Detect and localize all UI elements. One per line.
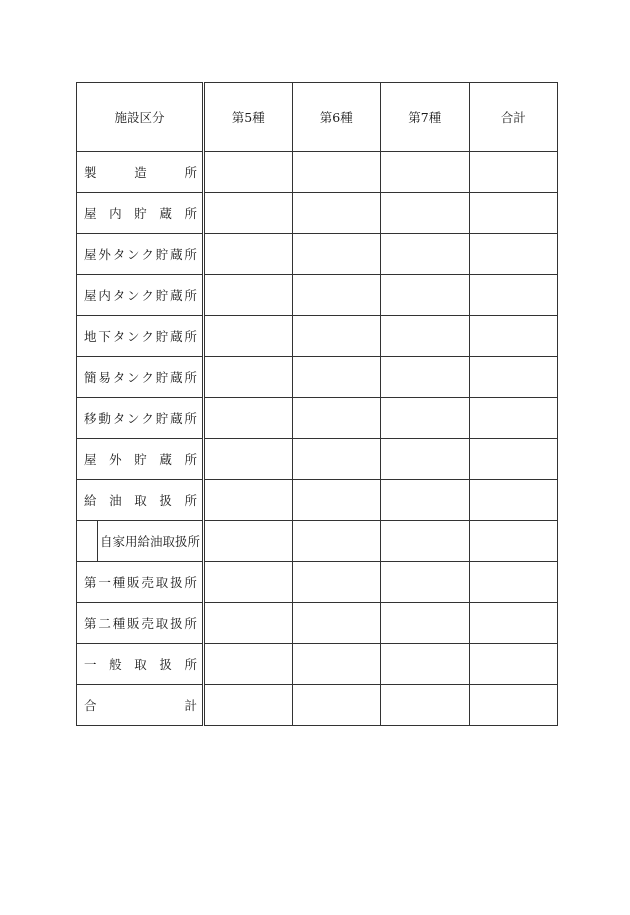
row-label — [77, 152, 204, 193]
row-label-text: 第 二 種 販 売 取 扱 所 — [84, 616, 197, 631]
table-row — [77, 234, 558, 275]
row-label — [77, 603, 204, 644]
value-cell[interactable] — [292, 316, 381, 357]
value-cell[interactable] — [381, 644, 470, 685]
value-cell[interactable] — [469, 603, 558, 644]
table-row — [77, 439, 558, 480]
row-label-text: 一 般 取 扱 所 — [84, 657, 197, 672]
value-cell[interactable] — [381, 685, 470, 726]
value-cell[interactable] — [469, 480, 558, 521]
value-cell[interactable] — [469, 193, 558, 234]
value-cell[interactable] — [381, 275, 470, 316]
value-cell[interactable] — [292, 152, 381, 193]
value-cell[interactable] — [469, 316, 558, 357]
value-cell[interactable] — [381, 152, 470, 193]
value-cell[interactable] — [381, 562, 470, 603]
row-label-text: 屋 内 貯 蔵 所 — [84, 206, 197, 221]
value-cell[interactable] — [204, 234, 293, 275]
value-cell[interactable] — [292, 685, 381, 726]
row-label — [77, 439, 204, 480]
value-cell[interactable] — [204, 562, 293, 603]
value-cell[interactable] — [292, 234, 381, 275]
row-label — [77, 562, 204, 603]
value-cell[interactable] — [292, 644, 381, 685]
value-cell[interactable] — [381, 603, 470, 644]
value-cell[interactable] — [204, 275, 293, 316]
header-col-5: 第5種 — [204, 83, 293, 152]
row-label-text: 製 造 所 — [84, 165, 197, 180]
value-cell[interactable] — [204, 521, 293, 562]
value-cell[interactable] — [292, 521, 381, 562]
row-label-text: 簡 易 タ ン ク 貯 蔵 所 — [84, 370, 197, 385]
table-row — [77, 316, 558, 357]
value-cell[interactable] — [381, 234, 470, 275]
value-cell[interactable] — [381, 480, 470, 521]
facility-table — [76, 82, 558, 726]
table-row — [77, 521, 558, 562]
table-row — [77, 644, 558, 685]
row-label-text: 合 計 — [84, 698, 197, 713]
value-cell[interactable] — [204, 316, 293, 357]
row-label — [77, 234, 204, 275]
table-row — [77, 398, 558, 439]
value-cell[interactable] — [204, 603, 293, 644]
value-cell[interactable] — [204, 644, 293, 685]
table-row — [77, 685, 558, 726]
row-label-text: 第 一 種 販 売 取 扱 所 — [84, 575, 197, 590]
row-label-text: 屋 内 タ ン ク 貯 蔵 所 — [84, 288, 197, 303]
value-cell[interactable] — [292, 193, 381, 234]
value-cell[interactable] — [292, 398, 381, 439]
row-label — [77, 685, 204, 726]
table-row — [77, 275, 558, 316]
value-cell[interactable] — [381, 439, 470, 480]
value-cell[interactable] — [469, 234, 558, 275]
value-cell[interactable] — [204, 480, 293, 521]
value-cell[interactable] — [204, 685, 293, 726]
row-label-text: 地 下 タ ン ク 貯 蔵 所 — [84, 329, 197, 344]
value-cell[interactable] — [469, 439, 558, 480]
header-col-6: 第6種 — [292, 83, 381, 152]
table-body — [77, 152, 558, 726]
header-facility-category: 施設区分 — [77, 83, 204, 152]
value-cell[interactable] — [381, 357, 470, 398]
value-cell[interactable] — [204, 357, 293, 398]
value-cell[interactable] — [292, 480, 381, 521]
value-cell[interactable] — [292, 562, 381, 603]
value-cell[interactable] — [292, 357, 381, 398]
value-cell[interactable] — [204, 398, 293, 439]
header-col-7: 第7種 — [381, 83, 470, 152]
row-label-text: 給 油 取 扱 所 — [84, 493, 197, 508]
value-cell[interactable] — [469, 398, 558, 439]
table-row — [77, 357, 558, 398]
row-label-text: 屋 外 貯 蔵 所 — [84, 452, 197, 467]
value-cell[interactable] — [469, 357, 558, 398]
value-cell[interactable] — [469, 152, 558, 193]
value-cell[interactable] — [381, 316, 470, 357]
table-row — [77, 603, 558, 644]
value-cell[interactable] — [469, 644, 558, 685]
value-cell[interactable] — [469, 685, 558, 726]
value-cell[interactable] — [469, 275, 558, 316]
value-cell[interactable] — [292, 603, 381, 644]
table-row — [77, 562, 558, 603]
row-label — [77, 480, 204, 521]
value-cell[interactable] — [381, 398, 470, 439]
row-label-text: 屋 外 タ ン ク 貯 蔵 所 — [84, 247, 197, 262]
row-label — [77, 357, 204, 398]
value-cell[interactable] — [204, 152, 293, 193]
row-label-text: 移 動 タ ン ク 貯 蔵 所 — [84, 411, 197, 426]
value-cell[interactable] — [469, 521, 558, 562]
header-col-total: 合計 — [469, 83, 558, 152]
header-row — [77, 83, 558, 152]
value-cell[interactable] — [292, 275, 381, 316]
value-cell[interactable] — [292, 439, 381, 480]
row-label — [77, 316, 204, 357]
value-cell[interactable] — [381, 193, 470, 234]
table-row — [77, 480, 558, 521]
value-cell[interactable] — [469, 562, 558, 603]
value-cell[interactable] — [204, 439, 293, 480]
row-label — [77, 193, 204, 234]
row-label — [77, 644, 204, 685]
row-label-text: 自家用給油取扱所 — [97, 521, 202, 561]
value-cell[interactable] — [381, 521, 470, 562]
row-label — [77, 521, 204, 562]
value-cell[interactable] — [204, 193, 293, 234]
row-label — [77, 275, 204, 316]
table-row — [77, 152, 558, 193]
row-label — [77, 398, 204, 439]
table-row — [77, 193, 558, 234]
